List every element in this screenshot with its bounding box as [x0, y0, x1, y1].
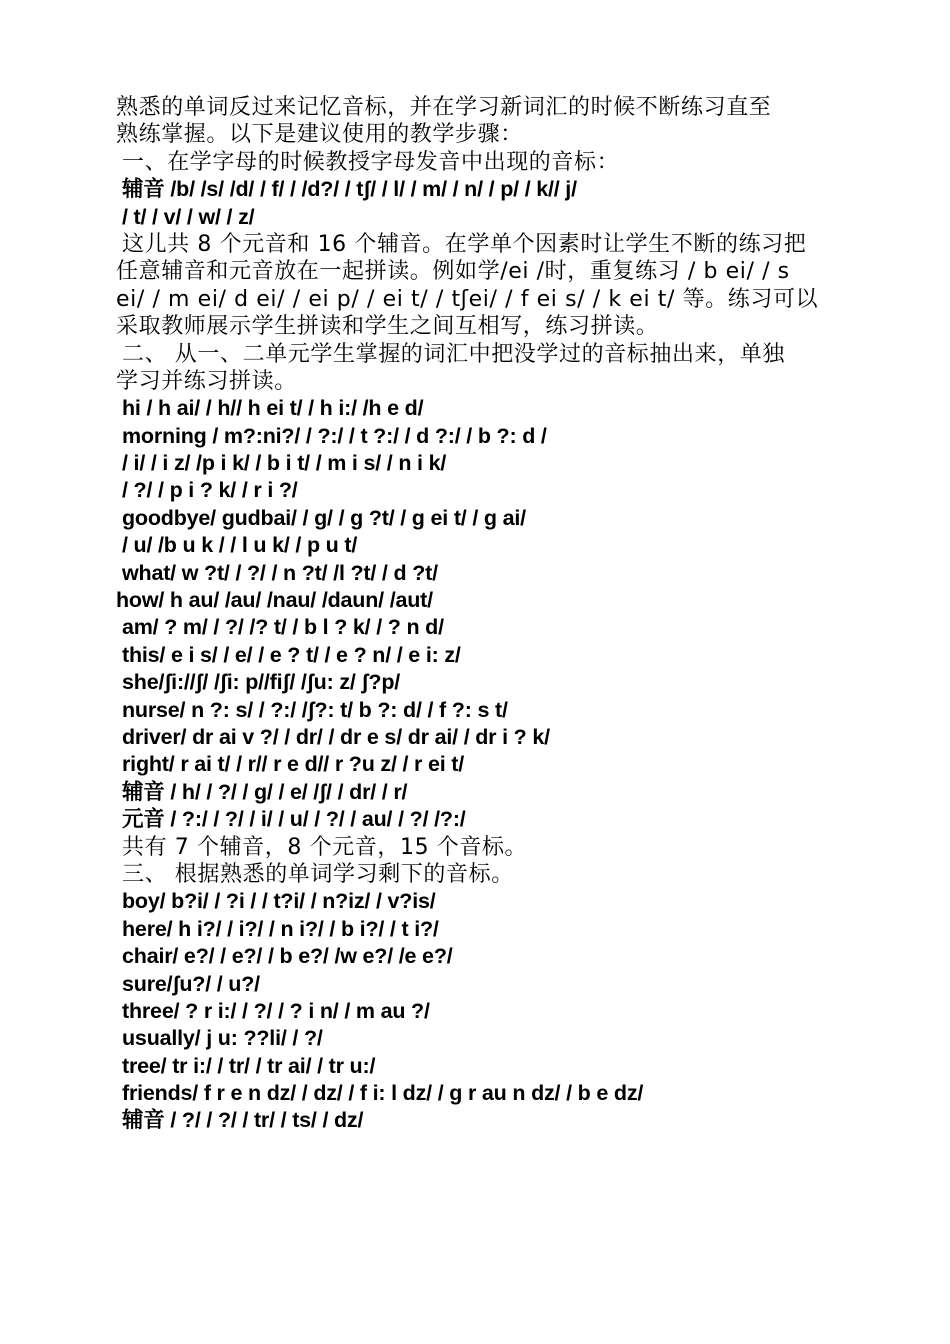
text-line: 任意辅音和元音放在一起拼读。例如学/ei /时，重复练习 / b ei/ / s — [116, 259, 790, 285]
section-heading-1: 一、在学字母的时候教授字母发音中出现的音标： — [122, 149, 620, 175]
phonetic-line: / t/ / v/ / w/ / z/ — [122, 204, 255, 229]
phonetic-line: here/ h i?/ / i?/ / n i?/ / b i?/ / t i?/ — [122, 916, 439, 941]
text-line: ei/ / m ei/ d ei/ / ei p/ / ei t/ / tʃei/ / f ei s/ / k ei t/ 等。练习可以 — [116, 286, 819, 312]
phonetic-line: how/ h au/ /au/ /nau/ /daun/ /aut/ — [116, 588, 433, 613]
document-body — [116, 94, 856, 1135]
phonetic-line: driver/ dr ai v ?/ / dr/ / dr e s/ dr ai/ / dr i ? k/ — [122, 724, 550, 749]
text-line: 采取教师展示学生拼读和学生之间互相写，练习拼读。 — [116, 314, 659, 340]
phonetic-line: friends/ f r e n dz/ / dz/ / f i: l dz/ / g r au n dz/ / b e dz/ — [122, 1081, 644, 1106]
phonetic-line: nurse/ n ?: s/ / ?:/ /ʃ?: t/ b ?: d/ / f ?: s t/ — [122, 697, 508, 722]
phonetic-line: she/ʃi://ʃ/ /ʃi: p//fiʃ/ /ʃu: z/ ʃ?p/ — [122, 670, 401, 695]
section-heading-3: 三、 根据熟悉的单词学习剩下的音标。 — [122, 861, 514, 887]
phonetic-line: / i/ / i z/ /p i k/ / b i t/ / m i s/ / n i k/ — [122, 451, 447, 476]
phonetic-line: hi / h ai/ / h// h ei t/ / h i:/ /h e d/ — [122, 396, 424, 421]
text-line: 熟练掌握。以下是建议使用的教学步骤： — [116, 122, 523, 148]
phonetic-line: tree/ tr i:/ / tr/ / tr ai/ / tr u:/ — [122, 1053, 376, 1078]
phonetic-line: boy/ b?i/ / ?i / / t?i/ / n?iz/ / v?is/ — [122, 889, 436, 914]
phonetic-line: 辅音 /b/ /s/ /d/ / f/ / /d?/ / tʃ/ / l/ / m/ / n/ / p/ / k// j/ — [122, 177, 577, 202]
phonetic-line: am/ ? m/ / ?/ /? t/ / b l ? k/ / ? n d/ — [122, 615, 444, 640]
phonetic-line: 元音 / ?:/ / ?/ / i/ / u/ / ?/ / au/ / ?/ /?:/ — [122, 807, 466, 832]
text-line: 这儿共 8 个元音和 16 个辅音。在学单个因素时让学生不断的练习把 — [122, 231, 807, 257]
text-line: 学习并练习拼读。 — [116, 368, 297, 394]
phonetic-line: 辅音 / h/ / ?/ / g/ / e/ /ʃ/ / dr/ / r/ — [122, 779, 408, 804]
text-line: 共有 7 个辅音，8 个元音，15 个音标。 — [122, 834, 528, 860]
phonetic-line: this/ e i s/ / e/ / e ? t/ / e ? n/ / e i: z/ — [122, 642, 461, 667]
phonetic-line: 辅音 / ?/ / ?/ / tr/ / ts/ / dz/ — [122, 1108, 364, 1133]
phonetic-line: three/ ? r i:/ / ?/ / ? i n/ / m au ?/ — [122, 998, 430, 1023]
phonetic-line: right/ r ai t/ / r// r e d// r ?u z/ / r ei t/ — [122, 752, 465, 777]
phonetic-line: / u/ /b u k / / l u k/ / p u t/ — [122, 533, 358, 558]
phonetic-line: chair/ e?/ / e?/ / b e?/ /w e?/ /e e?/ — [122, 944, 453, 969]
phonetic-line: goodbye/ gudbai/ / g/ / g ?t/ / g ei t/ / g ai/ — [122, 505, 526, 530]
phonetic-line: morning / m?:ni?/ / ?:/ / t ?:/ / d ?:/ / b ?: d / — [122, 423, 547, 448]
phonetic-line: usually/ j u: ??li/ / ?/ — [122, 1026, 323, 1051]
phonetic-line: / ?/ / p i ? k/ / r i ?/ — [122, 478, 298, 503]
text-line: 熟悉的单词反过来记忆音标，并在学习新词汇的时候不断练习直至 — [116, 95, 772, 120]
phonetic-line: sure/ʃu?/ / u?/ — [122, 971, 260, 996]
phonetic-line: what/ w ?t/ / ?/ / n ?t/ /l ?t/ / d ?t/ — [122, 560, 438, 585]
section-heading-2: 二、 从一、二单元学生掌握的词汇中把没学过的音标抽出来，单独 — [122, 341, 785, 367]
